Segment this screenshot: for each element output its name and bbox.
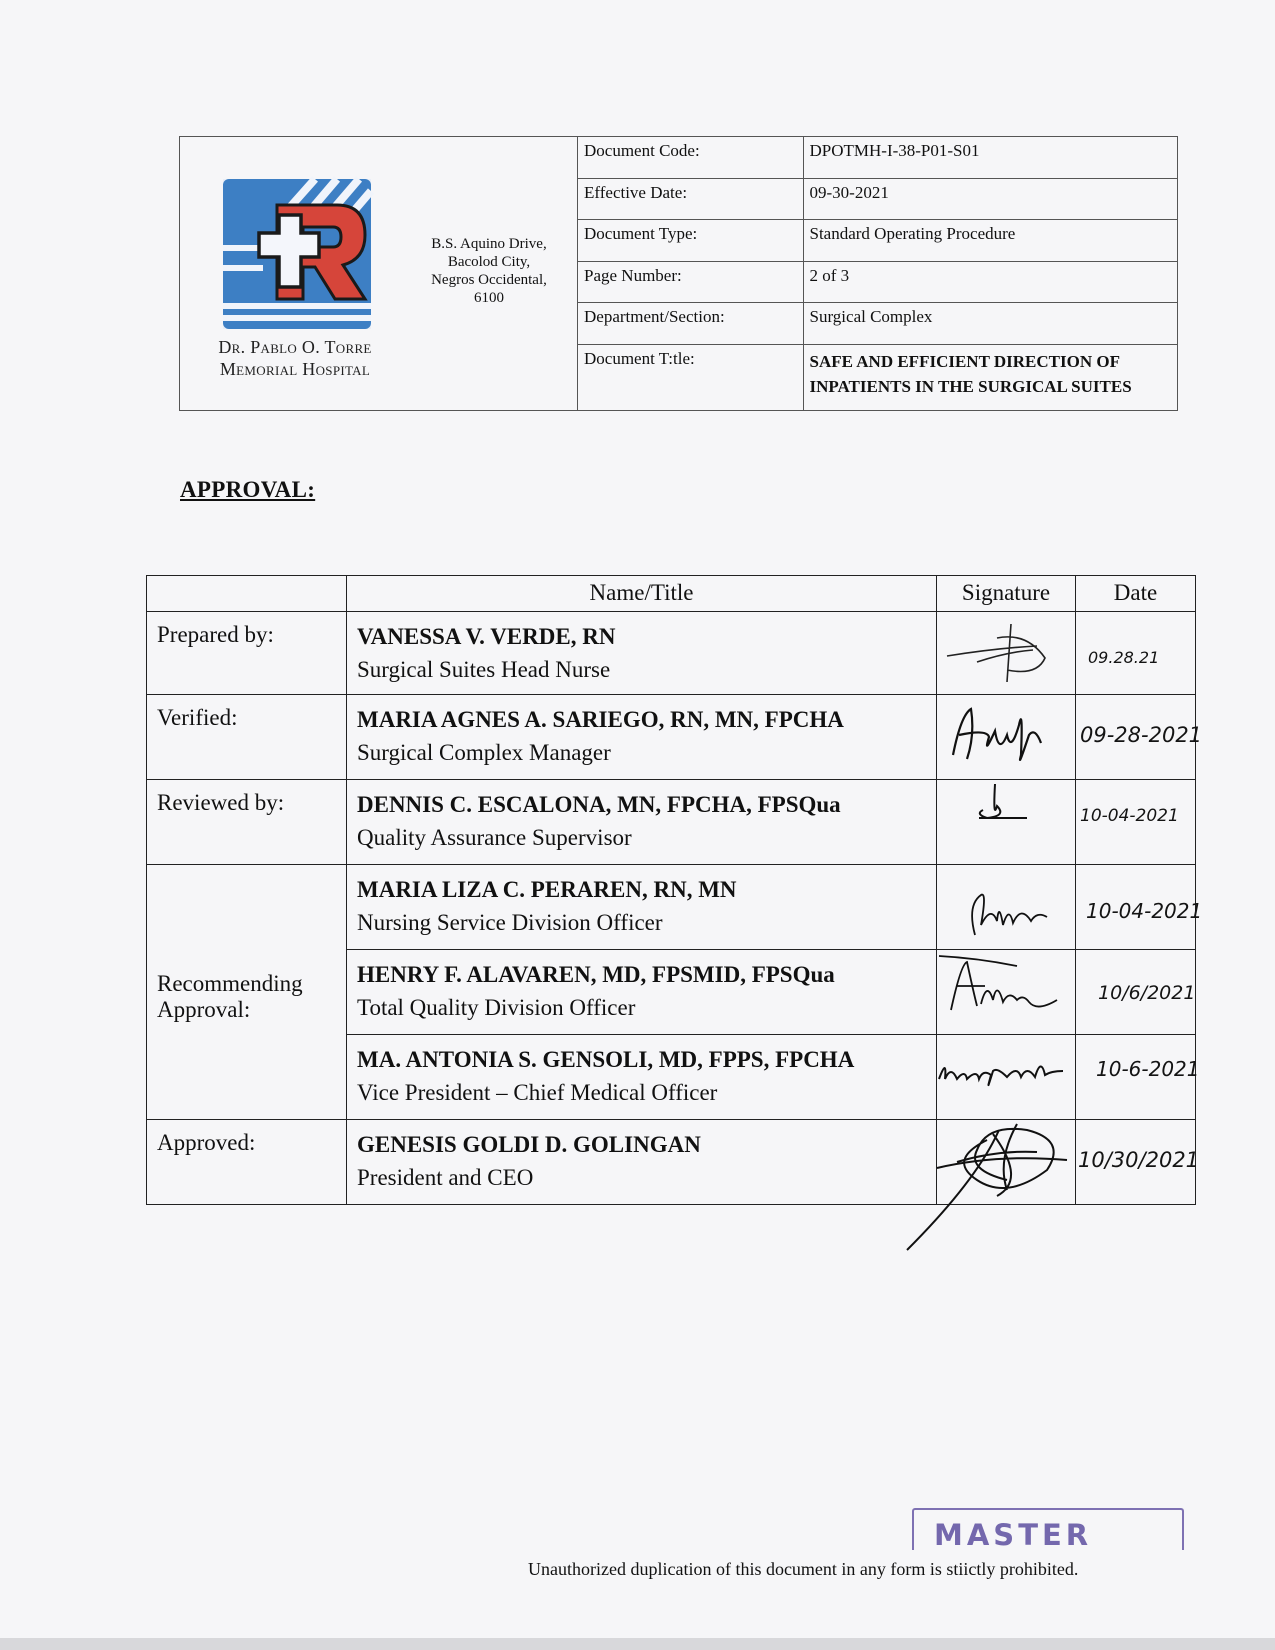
person-name: VANESSA V. VERDE, RN bbox=[357, 624, 616, 649]
role-cell: Approved: bbox=[147, 1120, 347, 1205]
role-cell: Verified: bbox=[147, 695, 347, 780]
approval-row bbox=[147, 695, 1196, 780]
address-line: B.S. Aquino Drive, bbox=[431, 236, 547, 252]
signature-image bbox=[937, 950, 1073, 1028]
date-handwritten: 09-28-2021 bbox=[1080, 723, 1203, 747]
date-handwritten: 10-6-2021 bbox=[1096, 1057, 1200, 1081]
scan-edge bbox=[0, 1638, 1275, 1650]
date-handwritten: 10/6/2021 bbox=[1098, 982, 1196, 1004]
role-cell: Reviewed by: bbox=[147, 780, 347, 865]
person-cell bbox=[347, 612, 937, 695]
person-cell bbox=[347, 865, 937, 950]
person-title: Quality Assurance Supervisor bbox=[357, 825, 632, 850]
meta-label: Department/Section: bbox=[578, 303, 803, 344]
header-cell-empty bbox=[147, 576, 347, 612]
date-cell bbox=[1076, 1120, 1200, 1205]
header-date: Date bbox=[1076, 576, 1196, 612]
person-name: DENNIS C. ESCALONA, MN, FPCHA, FPSQua bbox=[357, 792, 841, 817]
hospital-logo-block bbox=[190, 175, 400, 380]
person-title: Total Quality Division Officer bbox=[357, 995, 636, 1020]
person-title: President and CEO bbox=[357, 1165, 534, 1190]
person-cell bbox=[347, 950, 937, 1035]
signature-cell bbox=[937, 780, 1076, 865]
approval-heading: APPROVAL: bbox=[180, 477, 316, 502]
person-name: MA. ANTONIA S. GENSOLI, MD, FPPS, FPCHA bbox=[357, 1047, 855, 1072]
meta-label: Document Type: bbox=[578, 220, 803, 261]
header-signature: Signature bbox=[937, 576, 1076, 612]
date-handwritten: 10-04-2021 bbox=[1086, 899, 1203, 923]
meta-row bbox=[578, 344, 1177, 410]
header-branding bbox=[180, 137, 578, 410]
date-cell bbox=[1076, 950, 1196, 1035]
address-line: 6100 bbox=[474, 290, 504, 306]
document-metadata-table bbox=[578, 137, 1177, 410]
master-copy-stamp: MASTER bbox=[912, 1508, 1184, 1550]
meta-label: Document Code: bbox=[578, 137, 803, 178]
signature-cell bbox=[937, 1120, 1076, 1205]
meta-value: DPOTMH-I-38-P01-S01 bbox=[803, 137, 1177, 178]
header-name-title: Name/Title bbox=[347, 576, 937, 612]
address-line: Negros Occidental, bbox=[431, 272, 547, 288]
date-handwritten: 09.28.21 bbox=[1088, 648, 1160, 667]
person-cell bbox=[347, 1035, 937, 1120]
meta-value: Standard Operating Procedure bbox=[803, 220, 1177, 261]
signature-image bbox=[937, 1035, 1073, 1113]
meta-value: 09-30-2021 bbox=[803, 178, 1177, 219]
date-cell bbox=[1076, 612, 1196, 695]
person-cell bbox=[347, 780, 937, 865]
person-name: MARIA AGNES A. SARIEGO, RN, MN, FPCHA bbox=[357, 707, 844, 732]
approval-row bbox=[147, 865, 1196, 950]
signature-cell bbox=[937, 950, 1076, 1035]
signature-cell bbox=[937, 1035, 1076, 1120]
hospital-logo-icon bbox=[215, 175, 375, 330]
hospital-name-line2: Memorial Hospital bbox=[219, 359, 371, 379]
person-cell bbox=[347, 695, 937, 780]
signature-cell bbox=[937, 612, 1076, 695]
signature-cell bbox=[937, 865, 1076, 950]
footer-notice: Unauthorized duplication of this document in any form is stiictly prohibited. bbox=[528, 1559, 1079, 1579]
person-title: Vice President – Chief Medical Officer bbox=[357, 1080, 718, 1105]
signature-cell bbox=[937, 695, 1076, 780]
hospital-address bbox=[408, 235, 570, 307]
date-cell bbox=[1076, 1035, 1200, 1120]
meta-row bbox=[578, 178, 1177, 219]
role-cell: Prepared by: bbox=[147, 612, 347, 695]
hospital-name-line1: Dr. Pablo O. Torre bbox=[218, 337, 372, 357]
approval-table bbox=[146, 575, 1203, 1205]
meta-label: Document T:tle: bbox=[578, 344, 803, 410]
meta-label: Page Number: bbox=[578, 261, 803, 302]
approval-row bbox=[147, 780, 1196, 865]
hospital-name bbox=[190, 336, 400, 380]
person-name: GENESIS GOLDI D. GOLINGAN bbox=[357, 1132, 701, 1157]
signature-image bbox=[937, 695, 1073, 773]
person-name: HENRY F. ALAVAREN, MD, FPSMID, FPSQua bbox=[357, 962, 835, 987]
signature-image bbox=[937, 780, 1073, 858]
date-cell bbox=[1076, 865, 1203, 950]
person-title: Nursing Service Division Officer bbox=[357, 910, 663, 935]
person-cell bbox=[347, 1120, 937, 1205]
address-line: Bacolod City, bbox=[447, 254, 531, 270]
person-title: Surgical Complex Manager bbox=[357, 740, 611, 765]
approval-row bbox=[147, 612, 1196, 695]
meta-label: Effective Date: bbox=[578, 178, 803, 219]
date-handwritten: 10/30/2021 bbox=[1078, 1148, 1200, 1172]
meta-value: 2 of 3 bbox=[803, 261, 1177, 302]
approval-header-row bbox=[147, 576, 1196, 612]
person-title: Surgical Suites Head Nurse bbox=[357, 657, 611, 682]
approval-row bbox=[147, 1120, 1196, 1205]
signature-image bbox=[937, 612, 1073, 688]
date-cell bbox=[1076, 695, 1203, 780]
signature-image bbox=[937, 865, 1073, 943]
signature-image bbox=[937, 1120, 1073, 1198]
meta-row bbox=[578, 220, 1177, 261]
meta-row bbox=[578, 261, 1177, 302]
document-header bbox=[179, 136, 1178, 411]
meta-value: Surgical Complex bbox=[803, 303, 1177, 344]
person-name: MARIA LIZA C. PERAREN, RN, MN bbox=[357, 877, 737, 902]
date-cell bbox=[1076, 780, 1196, 865]
meta-row bbox=[578, 303, 1177, 344]
date-handwritten: 10-04-2021 bbox=[1080, 806, 1179, 826]
role-cell: Recommending Approval: bbox=[147, 865, 347, 1120]
document-title-value: SAFE AND EFFICIENT DIRECTION OF INPATIENTS IN THE SURGICAL SUITES bbox=[803, 344, 1177, 410]
meta-row bbox=[578, 137, 1177, 178]
